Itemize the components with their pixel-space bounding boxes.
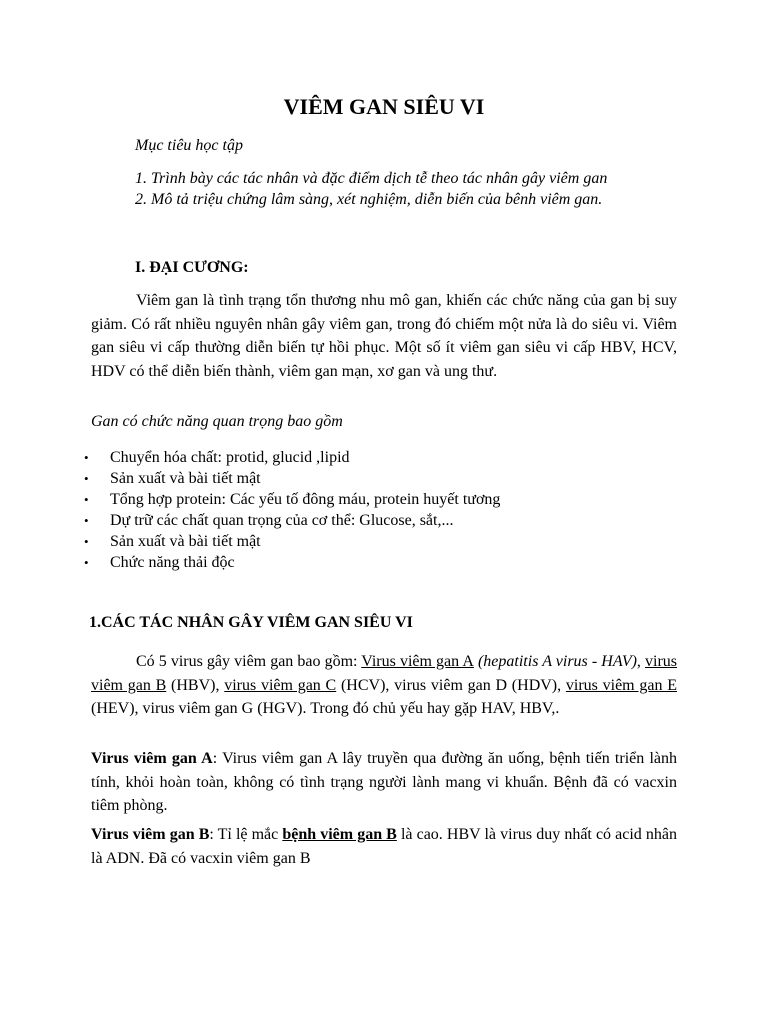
virus-b-label: Virus viêm gan B [91,826,210,843]
list-item: • Dự trữ các chất quan trọng của cơ thể: Glucose, sắt,... [84,512,454,529]
link-virus-b[interactable]: virus viêm gan B [91,653,678,694]
bullet-icon: • [84,471,89,486]
link-virus-e[interactable]: virus viêm gan E [565,676,677,694]
bullet-icon: • [84,534,89,549]
objective-item-1: 1. Trình bày các tác nhân và đặc điểm dịch tễ theo tác nhân gây viêm gan [135,170,608,187]
bullet-icon: • [84,450,89,465]
section-heading-agents: 1.CÁC TÁC NHÂN GÂY VIÊM GAN SIÊU VI [89,614,413,631]
bullet-icon: • [84,555,89,570]
bullet-icon: • [84,513,89,528]
agents-intro-paragraph: Có 5 virus gây viêm gan bao gồm: Virus viêm gan A (hepatitis A virus - HAV), virus viêm gan B (HBV), virus viêm gan C (HCV), virus viêm gan D (HDV), virus viêm gan E (HEV), virus viêm gan G (HGV). Trong đó chủ yếu hay gặp HAV, HBV,. [91,653,678,717]
list-item: • Tổng hợp protein: Các yếu tố đông máu, protein huyết tương [84,491,501,508]
link-virus-a[interactable]: Virus viêm gan A [361,653,474,670]
link-hepatitis-b[interactable]: bệnh viêm gan B [282,826,397,843]
liver-functions-list [84,447,500,573]
general-paragraph-text: Viêm gan là tình trạng tổn thương nhu mô gan, khiến các chức năng của gan bị suy giảm. Có rất nhiều nguyên nhân gây viêm gan, trong đó chiếm một nửa là do siêu vi. Viêm gan siêu vi cấp thường diễn biến tự hồi phục. Một số ít viêm gan siêu vi cấp HBV, HCV, HDV có thể diễn biến thành, viêm gan mạn, xơ gan và ung thư. [91,292,677,380]
list-item: • Chuyển hóa chất: protid, glucid ,lipid [84,449,350,466]
virus-b-paragraph: Virus viêm gan B: Tỉ lệ mắc bệnh viêm gan B là cao. HBV là virus duy nhất có acid nhân là ADN. Đã có vacxin viêm gan B [91,826,678,867]
objectives-heading: Mục tiêu học tập [135,137,243,154]
functions-intro: Gan có chức năng quan trọng bao gồm [91,413,343,430]
document-title: VIÊM GAN SIÊU VI [283,94,485,119]
link-virus-c[interactable]: virus viêm gan C [224,676,337,694]
list-item: • Chức năng thải độc [84,554,235,571]
bullet-icon: • [84,492,89,507]
list-item: • Sản xuất và bài tiết mật [84,470,261,487]
section-heading-general: I. ĐẠI CƯƠNG: [135,259,249,276]
list-item: • Sản xuất và bài tiết mật [84,533,261,550]
general-paragraph [91,289,677,383]
virus-a-paragraph: Virus viêm gan A: Virus viêm gan A lây truyền qua đường ăn uống, bệnh tiến triển lành tính, khỏi hoàn toàn, không có tình trạng người lành mang vi khuẩn. Bệnh đã có vacxin tiêm phòng. [91,750,678,814]
virus-a-label: Virus viêm gan A [91,750,213,767]
objective-item-2: 2. Mô tả triệu chứng lâm sàng, xét nghiệm, diễn biến của bênh viêm gan. [135,191,603,208]
